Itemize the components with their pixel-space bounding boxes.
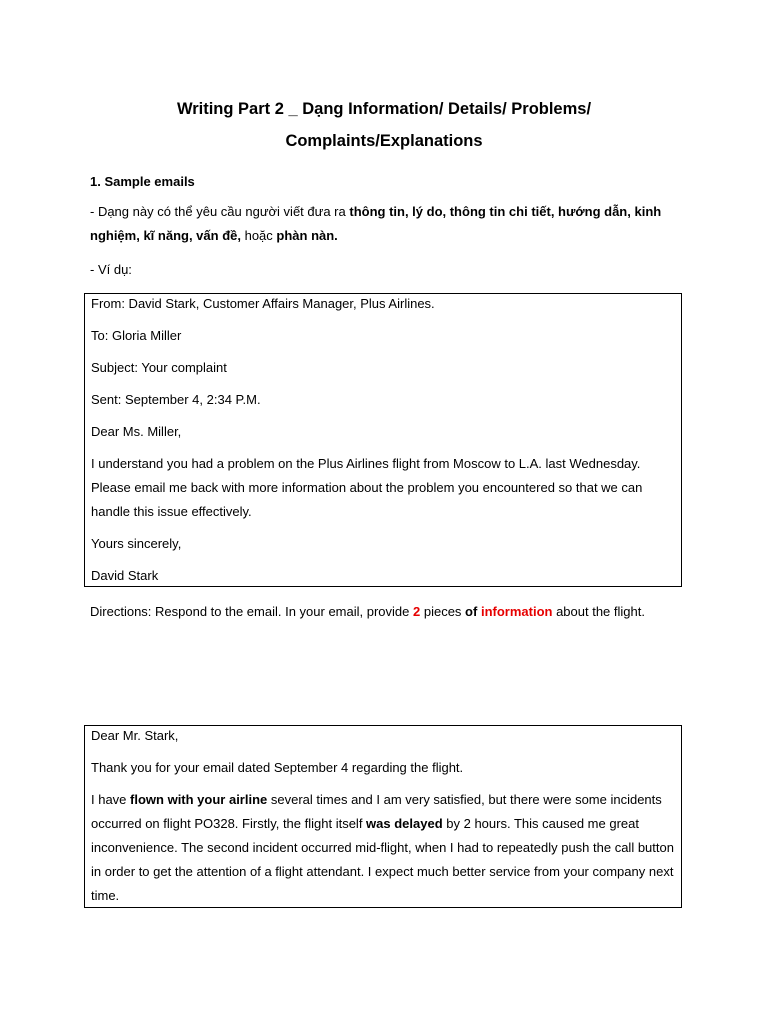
intro-prefix: - Dạng này có thể yêu cầu người viết đưa ra bbox=[90, 204, 350, 219]
sample-email-box bbox=[84, 293, 682, 587]
intro-mid: hoặc bbox=[240, 228, 277, 243]
response-email-box bbox=[84, 725, 682, 908]
directions-pieces: pieces bbox=[420, 604, 466, 619]
intro-bold-list: thông tin, lý do, thông tin chi tiết, hướng dẫn, kinh nghiệm, kĩ năng, vấn đề, bbox=[90, 204, 662, 243]
response-thanks: Thank you for your email dated September 4 regarding the flight. bbox=[91, 760, 464, 775]
email-from: From: David Stark, Customer Affairs Manager, Plus Airlines. bbox=[91, 296, 435, 311]
page-title-line-2: Complaints/Explanations bbox=[285, 132, 483, 150]
directions-prefix: Directions: Respond to the email. In your email, provide bbox=[90, 604, 413, 619]
directions-information: information bbox=[480, 604, 553, 619]
directions-of: of bbox=[465, 604, 478, 619]
email-sent: Sent: September 4, 2:34 P.M. bbox=[91, 392, 261, 407]
example-label: - Ví dụ: bbox=[90, 262, 132, 277]
directions-paragraph bbox=[90, 600, 670, 624]
response-greeting: Dear Mr. Stark, bbox=[91, 728, 179, 743]
response-body bbox=[91, 788, 675, 908]
email-closing: Yours sincerely, bbox=[91, 536, 182, 551]
response-bold-1: flown with your airline bbox=[130, 792, 268, 807]
email-body: I understand you had a problem on the Plus Airlines flight from Moscow to L.A. last Wednesday. Please email me back with more information about the problem you encountered so that we can handle this issue effectively. bbox=[91, 456, 643, 519]
response-part-1: I have bbox=[91, 792, 131, 807]
section-heading: 1. Sample emails bbox=[90, 174, 195, 189]
email-subject: Subject: Your complaint bbox=[91, 360, 227, 375]
response-part-3: by 2 hours. This caused me great inconvenience. The second incident occurred mid-flight, when I had to repeatedly push the call button in order to get the attention of a flight attendant. I expect much better service from your company next time. bbox=[91, 816, 674, 903]
directions-number: 2 bbox=[413, 604, 421, 619]
email-to: To: Gloria Miller bbox=[91, 328, 182, 343]
email-signature: David Stark bbox=[91, 568, 159, 583]
response-part-2: several times and I am very satisfied, but there were some incidents occurred on flight PO328. Firstly, the flight itself bbox=[91, 792, 662, 831]
intro-bold-complaint: phàn nàn. bbox=[276, 228, 338, 243]
intro-paragraph bbox=[90, 200, 680, 248]
email-greeting: Dear Ms. Miller, bbox=[91, 424, 182, 439]
directions-suffix: about the flight. bbox=[552, 604, 645, 619]
response-bold-2: was delayed bbox=[366, 816, 443, 831]
page-title-line-1: Writing Part 2 _ Dạng Information/ Details/ Problems/ bbox=[176, 100, 592, 118]
